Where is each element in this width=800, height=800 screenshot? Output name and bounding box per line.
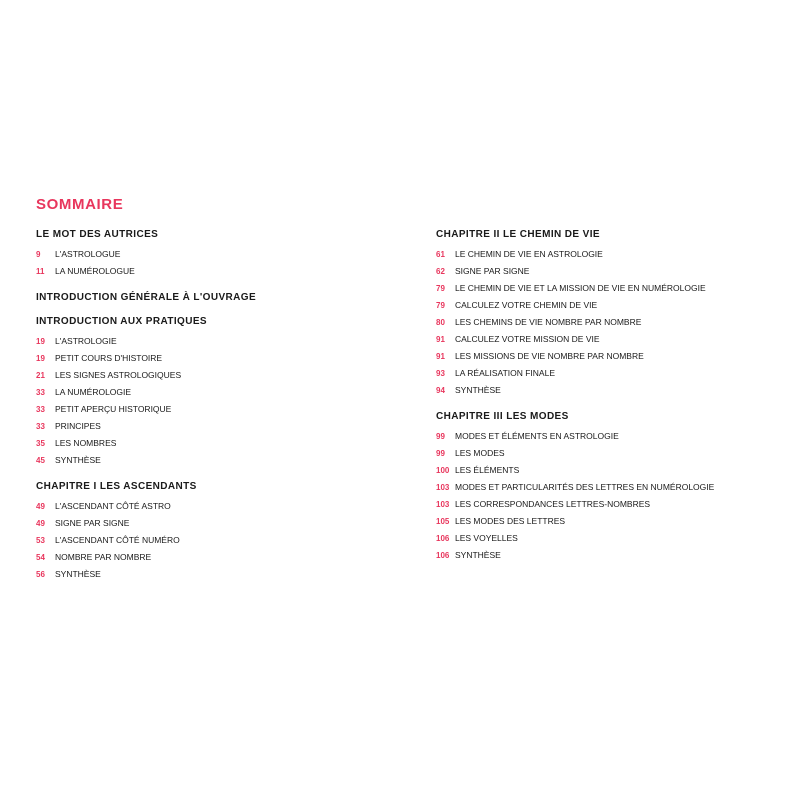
page-number: 62 bbox=[436, 267, 445, 276]
entry-label: LES MODES DES LETTRES bbox=[455, 516, 566, 526]
toc-entry[interactable] bbox=[36, 515, 376, 532]
entry-label: L'ASCENDANT CÔTÉ ASTRO bbox=[55, 501, 171, 511]
toc-entry[interactable] bbox=[436, 445, 776, 462]
toc-entry[interactable] bbox=[436, 331, 776, 348]
page-number: 35 bbox=[36, 439, 45, 448]
page-title: SOMMAIRE bbox=[36, 196, 124, 213]
toc-entry[interactable] bbox=[36, 549, 376, 566]
page-number: 94 bbox=[436, 386, 445, 395]
toc-entry[interactable] bbox=[436, 428, 776, 445]
entry-label: PETIT COURS D'HISTOIRE bbox=[55, 353, 163, 363]
toc-entry[interactable] bbox=[36, 498, 376, 515]
entry-label: LES NOMBRES bbox=[55, 438, 117, 448]
toc-entry[interactable] bbox=[436, 530, 776, 547]
entry-label: LA NUMÉROLOGIE bbox=[55, 387, 132, 397]
page-number: 103 bbox=[436, 483, 450, 492]
entry-label: LA RÉALISATION FINALE bbox=[455, 368, 555, 378]
entry-label: SYNTHÈSE bbox=[55, 455, 101, 465]
entry-label: LES ÉLÉMENTS bbox=[455, 465, 520, 475]
page-number: 19 bbox=[36, 337, 45, 346]
section-title: LE MOT DES AUTRICES bbox=[36, 229, 159, 240]
entry-label: SYNTHÈSE bbox=[455, 550, 501, 560]
toc-section bbox=[36, 481, 376, 583]
entry-label: SYNTHÈSE bbox=[55, 569, 101, 579]
toc-entry[interactable] bbox=[36, 350, 376, 367]
entry-label: LES CORRESPONDANCES LETTRES-NOMBRES bbox=[455, 499, 651, 509]
entry-label: CALCULEZ VOTRE MISSION DE VIE bbox=[455, 334, 600, 344]
page-number: 79 bbox=[436, 301, 445, 310]
toc-entry[interactable] bbox=[436, 479, 776, 496]
toc-entry[interactable] bbox=[36, 452, 376, 469]
toc-entry[interactable] bbox=[36, 532, 376, 549]
page-number: 99 bbox=[436, 432, 445, 441]
page-number: 11 bbox=[36, 267, 45, 276]
toc-entry[interactable] bbox=[36, 367, 376, 384]
toc-entry[interactable] bbox=[36, 418, 376, 435]
page-number: 56 bbox=[36, 570, 45, 579]
toc-entry[interactable] bbox=[36, 384, 376, 401]
toc-entry[interactable] bbox=[436, 496, 776, 513]
page-number: 21 bbox=[36, 371, 45, 380]
entry-label: CALCULEZ VOTRE CHEMIN DE VIE bbox=[455, 300, 598, 310]
entry-label: L'ASTROLOGUE bbox=[55, 249, 121, 259]
section-title: CHAPITRE I LES ASCENDANTS bbox=[36, 481, 197, 492]
entry-label: L'ASCENDANT CÔTÉ NUMÉRO bbox=[55, 535, 180, 545]
entry-label: LA NUMÉROLOGUE bbox=[55, 266, 135, 276]
page-number: 49 bbox=[36, 519, 45, 528]
section-title: INTRODUCTION AUX PRATIQUES bbox=[36, 316, 207, 327]
page-number: 33 bbox=[36, 388, 45, 397]
toc-entry[interactable] bbox=[36, 401, 376, 418]
toc-entry[interactable] bbox=[436, 365, 776, 382]
entry-label: L'ASTROLOGIE bbox=[55, 336, 117, 346]
entry-label: LE CHEMIN DE VIE ET LA MISSION DE VIE EN NUMÉROLOGIE bbox=[455, 283, 706, 293]
page-number: 19 bbox=[36, 354, 45, 363]
page-number: 45 bbox=[36, 456, 45, 465]
toc-entry[interactable] bbox=[436, 462, 776, 479]
entry-label: LES VOYELLES bbox=[455, 533, 518, 543]
entry-label: LES SIGNES ASTROLOGIQUES bbox=[55, 370, 182, 380]
page-number: 91 bbox=[436, 335, 445, 344]
toc-section bbox=[436, 229, 776, 399]
page-number: 61 bbox=[436, 250, 445, 259]
toc-entry[interactable] bbox=[436, 297, 776, 314]
toc-entry[interactable] bbox=[36, 435, 376, 452]
entry-label: MODES ET PARTICULARITÉS DES LETTRES EN NUMÉROLOGIE bbox=[455, 482, 715, 492]
entry-label: LES MISSIONS DE VIE NOMBRE PAR NOMBRE bbox=[455, 351, 644, 361]
entry-label: SIGNE PAR SIGNE bbox=[455, 266, 530, 276]
page-number: 91 bbox=[436, 352, 445, 361]
entry-label: NOMBRE PAR NOMBRE bbox=[55, 552, 152, 562]
toc-section bbox=[436, 411, 776, 564]
toc-left-column bbox=[36, 229, 376, 595]
entry-label: LES CHEMINS DE VIE NOMBRE PAR NOMBRE bbox=[455, 317, 642, 327]
page-number: 80 bbox=[436, 318, 445, 327]
entry-label: PETIT APERÇU HISTORIQUE bbox=[55, 404, 172, 414]
toc-right-column bbox=[436, 229, 776, 576]
toc-entry[interactable] bbox=[436, 348, 776, 365]
page-number: 99 bbox=[436, 449, 445, 458]
page-number: 79 bbox=[436, 284, 445, 293]
toc-section bbox=[36, 316, 376, 469]
entry-label: SYNTHÈSE bbox=[455, 385, 501, 395]
entry-label: MODES ET ÉLÉMENTS EN ASTROLOGIE bbox=[455, 431, 619, 441]
page-number: 54 bbox=[36, 553, 45, 562]
toc-section bbox=[36, 229, 376, 280]
toc-entry[interactable] bbox=[436, 246, 776, 263]
page-number: 49 bbox=[36, 502, 45, 511]
toc-entry[interactable] bbox=[36, 333, 376, 350]
toc-entry[interactable] bbox=[36, 263, 376, 280]
page-number: 106 bbox=[436, 534, 450, 543]
toc-entry[interactable] bbox=[436, 382, 776, 399]
page-number: 106 bbox=[436, 551, 450, 560]
toc-entry[interactable] bbox=[436, 547, 776, 564]
toc-entry[interactable] bbox=[436, 513, 776, 530]
page-number: 33 bbox=[36, 422, 45, 431]
entry-label: LE CHEMIN DE VIE EN ASTROLOGIE bbox=[455, 249, 603, 259]
section-title[interactable]: INTRODUCTION GÉNÉRALE À L'OUVRAGE bbox=[36, 292, 257, 303]
section-title: CHAPITRE II LE CHEMIN DE VIE bbox=[436, 229, 600, 240]
page-number: 103 bbox=[436, 500, 450, 509]
toc-entry[interactable] bbox=[436, 280, 776, 297]
page-number: 53 bbox=[36, 536, 45, 545]
page-number: 33 bbox=[36, 405, 45, 414]
toc-entry[interactable] bbox=[36, 566, 376, 583]
toc-entry[interactable] bbox=[436, 263, 776, 280]
entry-label: LES MODES bbox=[455, 448, 505, 458]
toc-entry[interactable] bbox=[36, 246, 376, 263]
entry-label: PRINCIPES bbox=[55, 421, 101, 431]
page-number: 105 bbox=[436, 517, 450, 526]
page-number: 100 bbox=[436, 466, 450, 475]
entry-label: SIGNE PAR SIGNE bbox=[55, 518, 130, 528]
toc-section bbox=[36, 292, 376, 304]
page-number: 9 bbox=[36, 250, 41, 259]
toc-entry[interactable] bbox=[436, 314, 776, 331]
section-title: CHAPITRE III LES MODES bbox=[436, 411, 569, 422]
page-number: 93 bbox=[436, 369, 445, 378]
